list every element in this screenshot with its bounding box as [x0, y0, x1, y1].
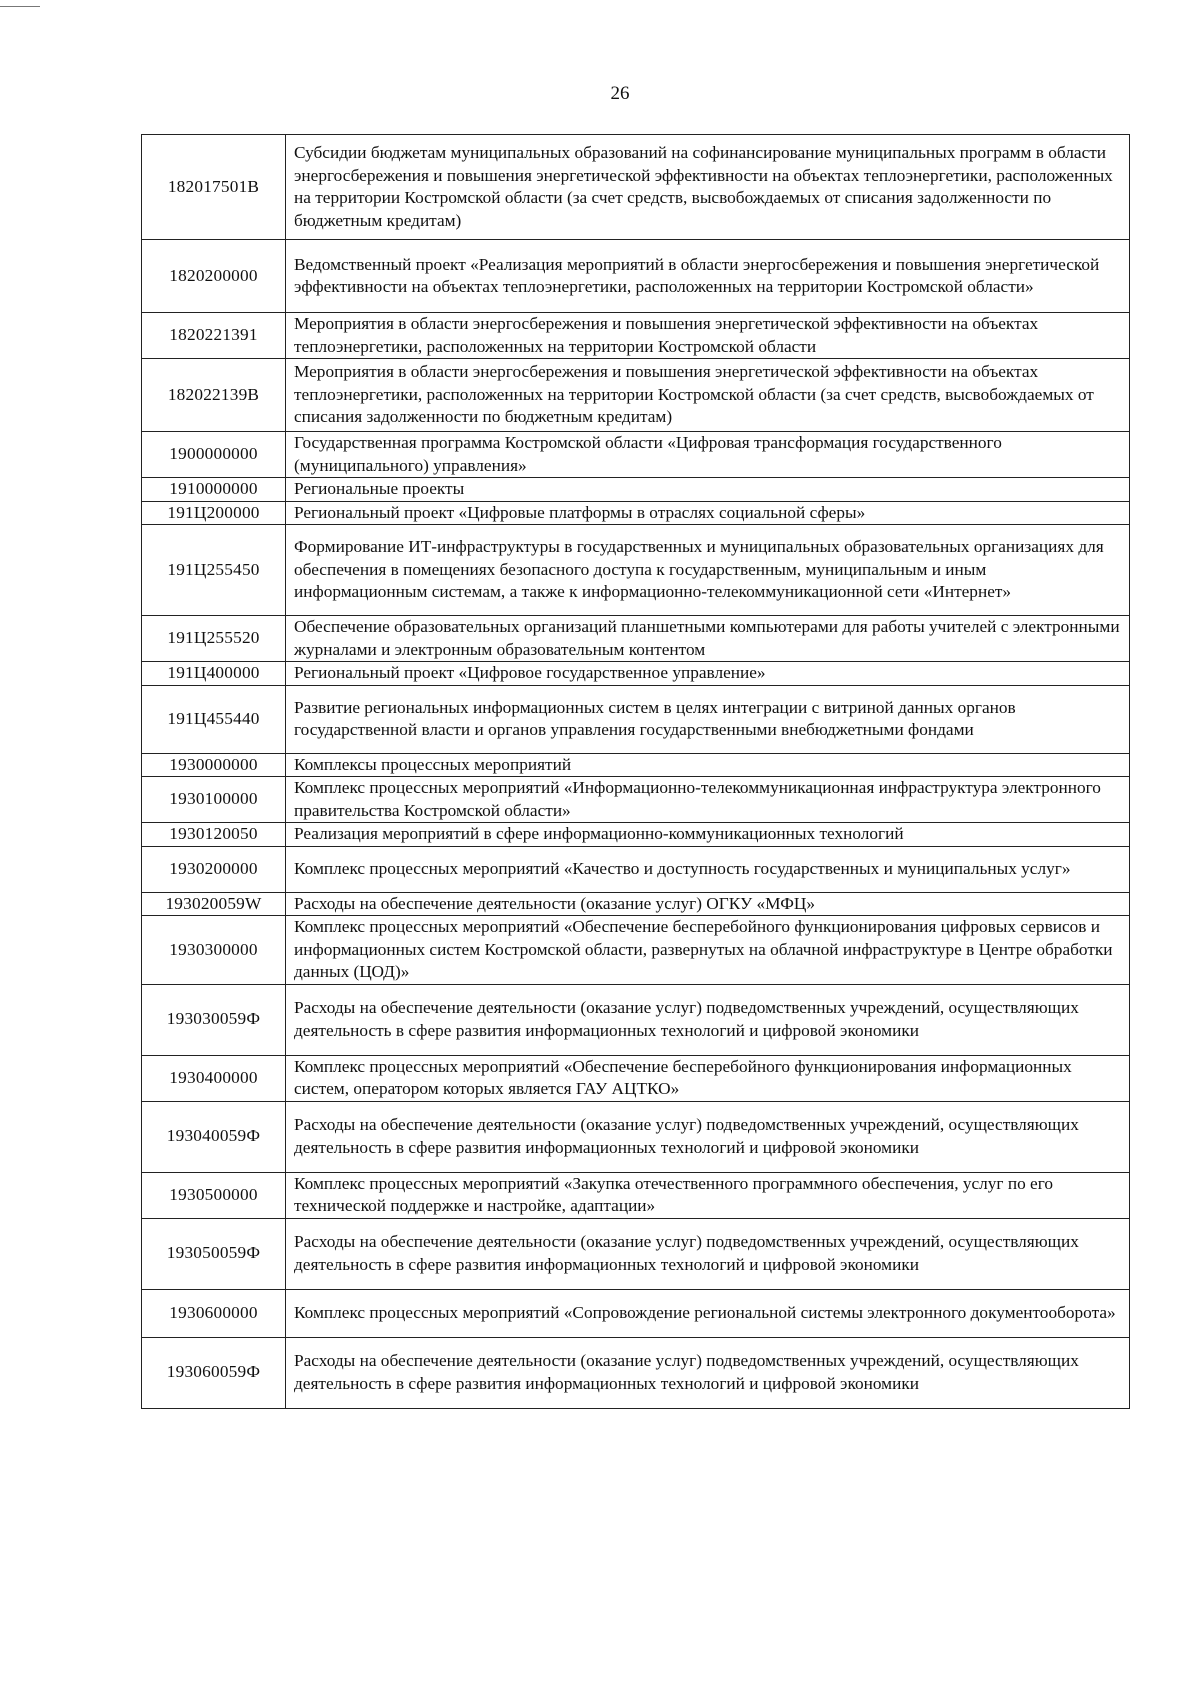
- row-name: Развитие региональных информационных систем в целях интеграции с витриной данных органов государственной власти и органов управления государственными внебюджетными фондами: [286, 685, 1130, 753]
- row-code: 1930100000: [142, 777, 286, 823]
- row-name: Комплекс процессных мероприятий «Сопровождение региональной системы электронного документооборота»: [286, 1289, 1130, 1337]
- row-name: Расходы на обеспечение деятельности (оказание услуг) ОГКУ «МФЦ»: [286, 892, 1130, 916]
- table-body: [142, 135, 1130, 1409]
- row-name: Комплекс процессных мероприятий «Обеспечение бесперебойного функционирования информационных систем, оператором которых является ГАУ АЦТКО»: [286, 1055, 1130, 1101]
- table-row: [142, 753, 1130, 777]
- table-row: [142, 432, 1130, 478]
- row-name: Комплекс процессных мероприятий «Информационно-телекоммуникационная инфраструктура электронного правительства Костромской области»: [286, 777, 1130, 823]
- row-name: Формирование ИТ-инфраструктуры в государственных и муниципальных образовательных организациях для обеспечения в помещениях безопасного доступа к государственным, муниципальным и иным информационным системам, а также к информационно-телекоммуникационной сети «Интернет»: [286, 525, 1130, 616]
- row-code: 191Ц200000: [142, 501, 286, 525]
- table-row: [142, 846, 1130, 892]
- row-code: 1930000000: [142, 753, 286, 777]
- row-name: Региональный проект «Цифровое государственное управление»: [286, 662, 1130, 686]
- row-code: 182022139В: [142, 359, 286, 432]
- table-row: [142, 823, 1130, 847]
- row-code: 1930600000: [142, 1289, 286, 1337]
- row-name: Субсидии бюджетам муниципальных образований на софинансирование муниципальных программ в области энергосбережения и повышения энергетической эффективности на объектах теплоэнергетики, расположенных на территории Костромской области (за счет средств, высвобождаемых от списания задолженности по бюджетным кредитам): [286, 135, 1130, 240]
- page-number: 26: [610, 83, 630, 104]
- row-code: 191Ц255450: [142, 525, 286, 616]
- row-code: 1930300000: [142, 916, 286, 985]
- row-name: Комплекс процессных мероприятий «Качество и доступность государственных и муниципальных услуг»: [286, 846, 1130, 892]
- table-row: [142, 1289, 1130, 1337]
- row-name: Расходы на обеспечение деятельности (оказание услуг) подведомственных учреждений, осуществляющих деятельность в сфере развития информационных технологий и цифровой экономики: [286, 984, 1130, 1055]
- row-name: Комплекс процессных мероприятий «Закупка отечественного программного обеспечения, услуг по его технической поддержке и настройке, адаптации»: [286, 1172, 1130, 1218]
- row-code: 191Ц455440: [142, 685, 286, 753]
- table-row: [142, 662, 1130, 686]
- row-name: Региональный проект «Цифровые платформы в отраслях социальной сферы»: [286, 501, 1130, 525]
- row-code: 182017501В: [142, 135, 286, 240]
- row-name: Государственная программа Костромской области «Цифровая трансформация государственного (муниципального) управления»: [286, 432, 1130, 478]
- table-row: [142, 916, 1130, 985]
- row-name: Реализация мероприятий в сфере информационно-коммуникационных технологий: [286, 823, 1130, 847]
- row-code: 1930400000: [142, 1055, 286, 1101]
- table-row: [142, 525, 1130, 616]
- table-row: [142, 135, 1130, 240]
- row-code: 193020059W: [142, 892, 286, 916]
- row-name: Расходы на обеспечение деятельности (оказание услуг) подведомственных учреждений, осуществляющих деятельность в сфере развития информационных технологий и цифровой экономики: [286, 1218, 1130, 1289]
- table-row: [142, 501, 1130, 525]
- table-row: [142, 1172, 1130, 1218]
- row-code: 191Ц255520: [142, 616, 286, 662]
- row-name: Мероприятия в области энергосбережения и повышения энергетической эффективности на объектах теплоэнергетики, расположенных на территории Костромской области: [286, 313, 1130, 359]
- row-code: 193030059Ф: [142, 984, 286, 1055]
- row-code: 1900000000: [142, 432, 286, 478]
- table-row: [142, 984, 1130, 1055]
- row-code: 1930200000: [142, 846, 286, 892]
- table-row: [142, 1337, 1130, 1408]
- row-code: 193060059Ф: [142, 1337, 286, 1408]
- row-name: Расходы на обеспечение деятельности (оказание услуг) подведомственных учреждений, осуществляющих деятельность в сфере развития информационных технологий и цифровой экономики: [286, 1337, 1130, 1408]
- row-name: Комплексы процессных мероприятий: [286, 753, 1130, 777]
- row-name: Ведомственный проект «Реализация мероприятий в области энергосбережения и повышения энергетической эффективности на объектах теплоэнергетики, расположенных на территории Костромской области»: [286, 240, 1130, 313]
- table-row: [142, 478, 1130, 502]
- table-row: [142, 892, 1130, 916]
- table-row: [142, 313, 1130, 359]
- row-code: 191Ц400000: [142, 662, 286, 686]
- row-code: 193050059Ф: [142, 1218, 286, 1289]
- row-code: 193040059Ф: [142, 1101, 286, 1172]
- table-row: [142, 616, 1130, 662]
- table-row: [142, 1218, 1130, 1289]
- row-code: 1820221391: [142, 313, 286, 359]
- row-name: Региональные проекты: [286, 478, 1130, 502]
- row-code: 1930120050: [142, 823, 286, 847]
- row-code: 1910000000: [142, 478, 286, 502]
- table-row: [142, 240, 1130, 313]
- table-row: [142, 1055, 1130, 1101]
- row-name: Мероприятия в области энергосбережения и повышения энергетической эффективности на объектах теплоэнергетики, расположенных на территории Костромской области (за счет средств, высвобождаемых от списания задолженности по бюджетным кредитам): [286, 359, 1130, 432]
- table-row: [142, 359, 1130, 432]
- table-row: [142, 685, 1130, 753]
- row-name: Расходы на обеспечение деятельности (оказание услуг) подведомственных учреждений, осуществляющих деятельность в сфере развития информационных технологий и цифровой экономики: [286, 1101, 1130, 1172]
- budget-classification-table: [141, 134, 1130, 1409]
- row-code: 1820200000: [142, 240, 286, 313]
- scan-edge-mark: [0, 6, 40, 7]
- table-row: [142, 1101, 1130, 1172]
- row-code: 1930500000: [142, 1172, 286, 1218]
- row-name: Комплекс процессных мероприятий «Обеспечение бесперебойного функционирования цифровых сервисов и информационных систем Костромской области, развернутых на облачной инфраструктуре в Центре обработки данных (ЦОД)»: [286, 916, 1130, 985]
- row-name: Обеспечение образовательных организаций планшетными компьютерами для работы учителей с электронными журналами и электронным образовательным контентом: [286, 616, 1130, 662]
- table-row: [142, 777, 1130, 823]
